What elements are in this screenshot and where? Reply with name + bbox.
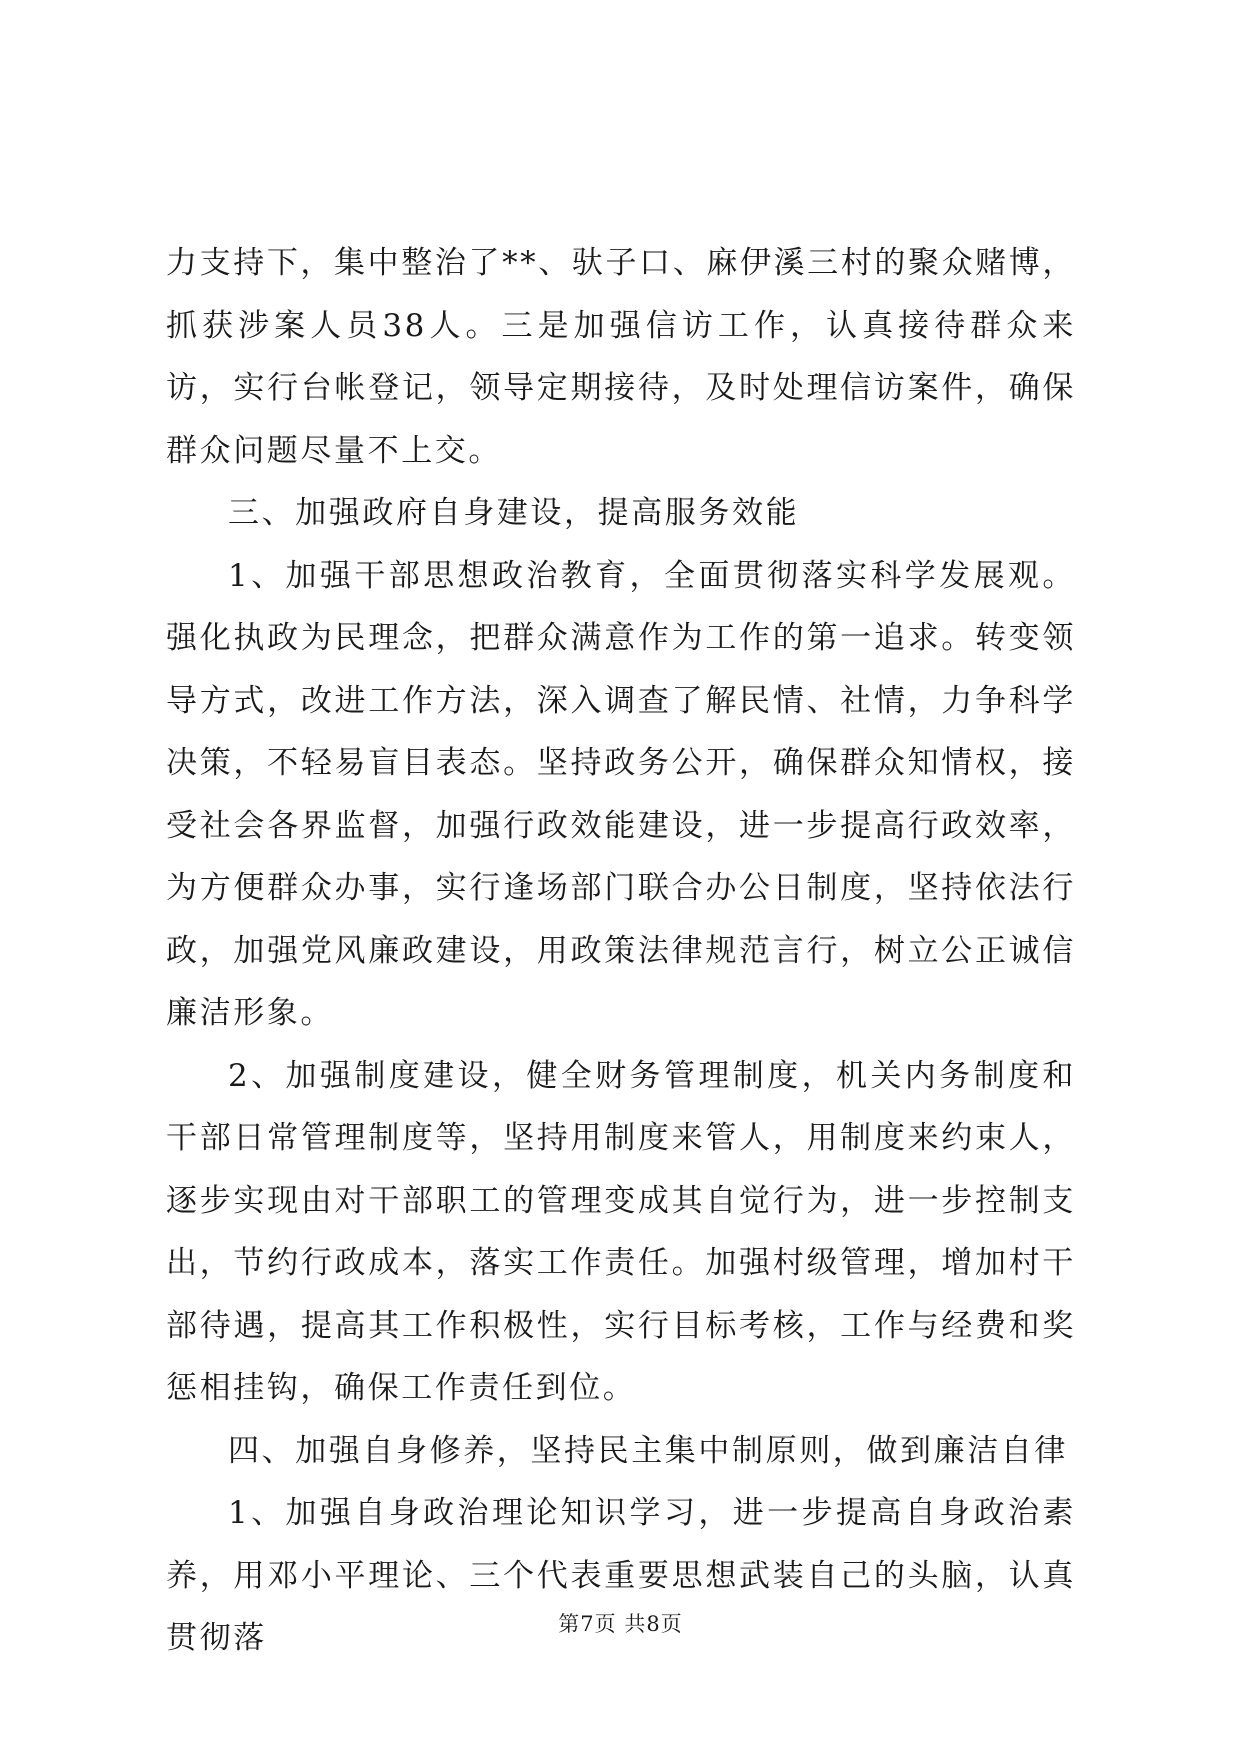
paragraph-4-1: 1、加强自身政治理论知识学习，进一步提高自身政治素养，用邓小平理论、三个代表重要思想武装自己的头脑，认真贯彻落 <box>166 1495 1076 1656</box>
section-heading-3: 三、加强政府自身建设，提高服务效能 <box>228 495 800 531</box>
page-number-footer: 第7页 共8页 <box>558 1612 683 1636</box>
section-heading-4: 四、加强自身修养，坚持民主集中制原则，做到廉洁自律 <box>228 1432 1068 1469</box>
document-body <box>166 232 1076 1670</box>
paragraph-3-1: 1、加强干部思想政治教育，全面贯彻落实科学发展观。强化执政为民理念，把群众满意作为工作的第一追求。转变领导方式，改进工作方法，深入调查了解民情、社情，力争科学决策，不轻易盲目表态。坚持政务公开，确保群众知情权，接受社会各界监督，加强行政效能建设，进一步提高行政效率，为方便群众办事，实行逢场部门联合办公日制度，坚持依法行政，加强党风廉政建设，用政策法律规范言行，树立公正诚信廉洁形象。 <box>166 557 1076 1031</box>
paragraph-continuation: 力支持下，集中整治了**、驮子口、麻伊溪三村的聚众赌博，抓获涉案人员38人。三是加强信访工作，认真接待群众来访，实行台帐登记，领导定期接待，及时处理信访案件，确保群众问题尽量不上交。 <box>166 245 1076 469</box>
paragraph-3-2: 2、加强制度建设，健全财务管理制度，机关内务制度和干部日常管理制度等，坚持用制度来管人，用制度来约束人，逐步实现由对干部职工的管理变成其自觉行为，进一步控制支出，节约行政成本，落实工作责任。加强村级管理，增加村干部待遇，提高其工作积极性，实行目标考核，工作与经费和奖惩相挂钩，确保工作责任到位。 <box>166 1057 1076 1406</box>
